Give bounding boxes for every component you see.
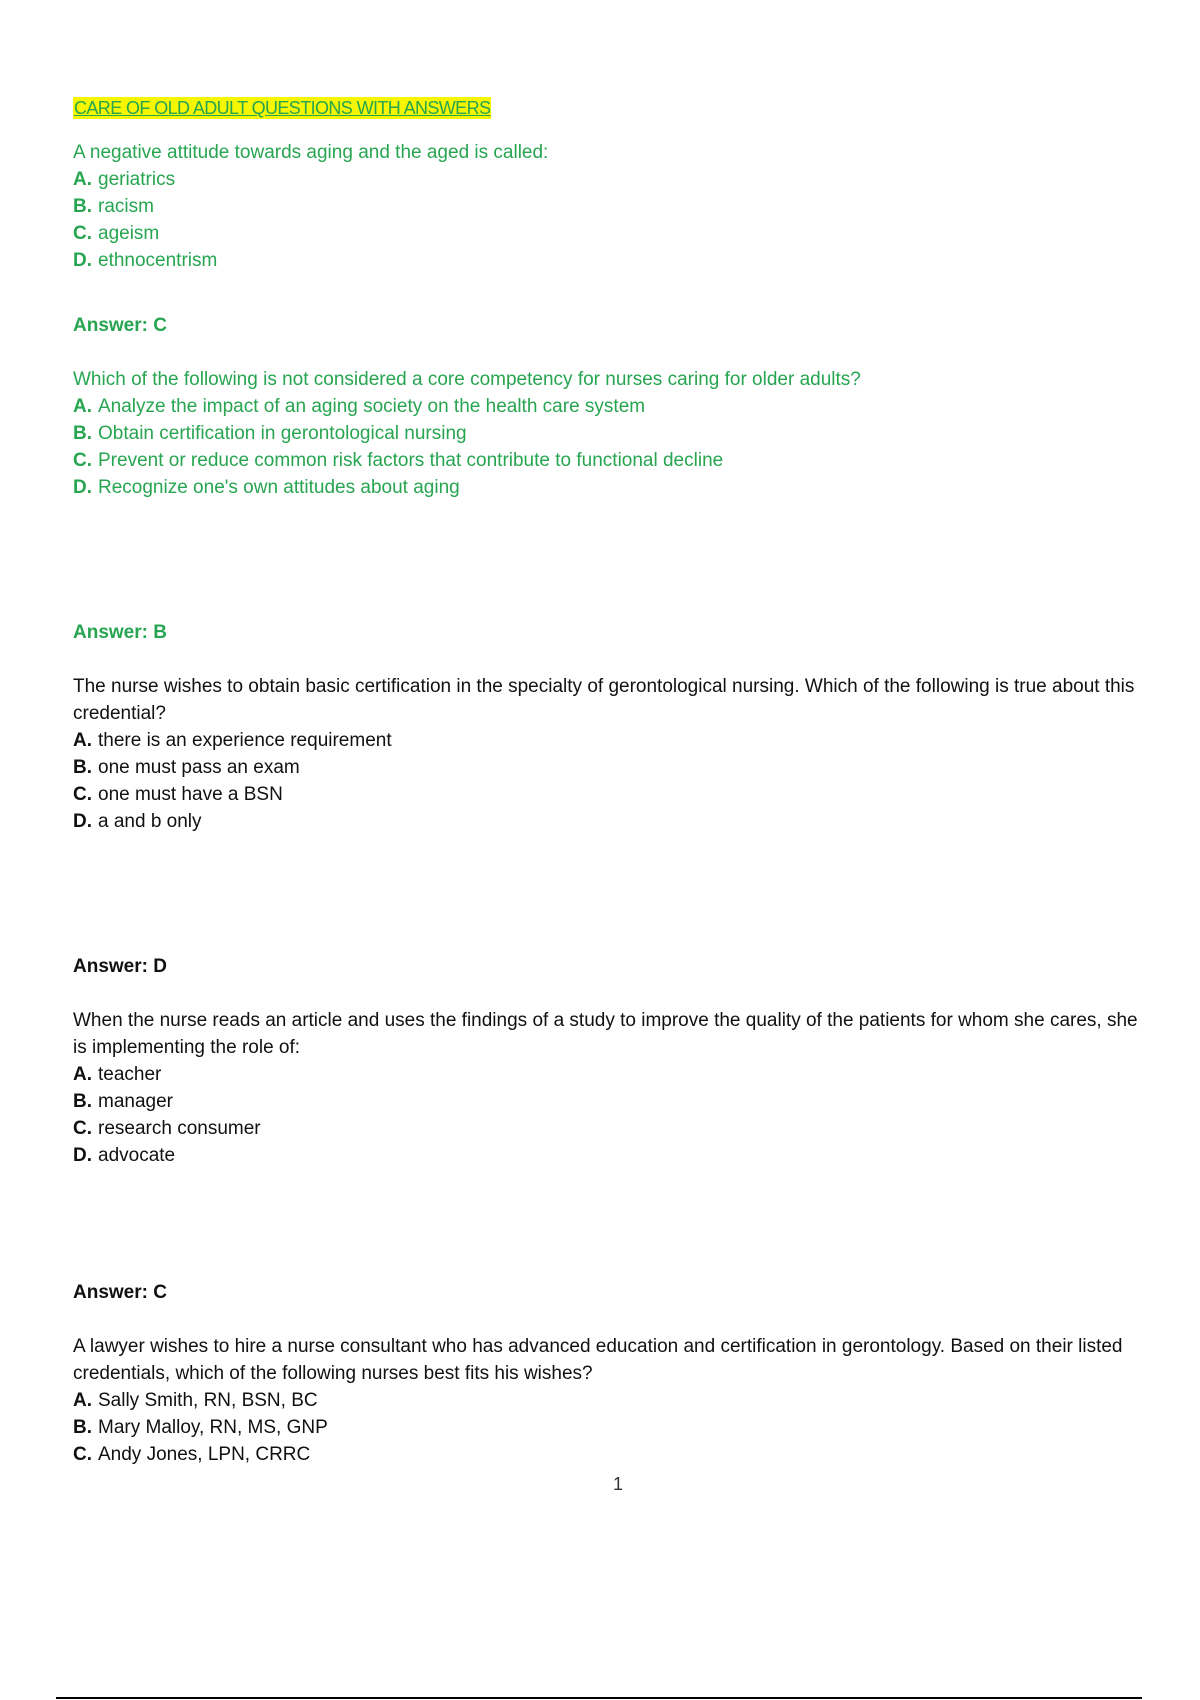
- question-text: A lawyer wishes to hire a nurse consultant who has advanced education and certification in gerontology. Based on their listed credentials, which of the following nurses best fits his wishes?: [73, 1336, 1123, 1384]
- answer-label: Answer: C: [73, 1282, 167, 1303]
- option-letter: D.: [73, 250, 92, 271]
- option-text: racism: [98, 196, 154, 217]
- option-text: Mary Malloy, RN, MS, GNP: [98, 1417, 328, 1438]
- option-text: one must pass an exam: [98, 757, 300, 778]
- option-d: [73, 808, 1153, 835]
- option-c: [73, 1115, 1153, 1142]
- option-text: Recognize one's own attitudes about aging: [98, 477, 460, 498]
- option-c: [73, 781, 1153, 808]
- option-a: [73, 166, 1153, 193]
- option-text: geriatrics: [98, 169, 176, 190]
- option-text: Sally Smith, RN, BSN, BC: [98, 1390, 318, 1411]
- option-letter: A.: [73, 730, 92, 751]
- question-block-3: [73, 673, 1153, 980]
- option-letter: C.: [73, 450, 92, 471]
- page-number: 1: [612, 1474, 623, 1494]
- option-text: teacher: [98, 1064, 162, 1085]
- option-text: one must have a BSN: [98, 784, 283, 805]
- document-title: CARE OF OLD ADULT QUESTIONS WITH ANSWERS: [74, 98, 491, 118]
- option-text: Obtain certification in gerontological nursing: [98, 423, 467, 444]
- option-text: there is an experience requirement: [98, 730, 392, 751]
- option-b: [73, 754, 1153, 781]
- option-letter: B.: [73, 1417, 92, 1438]
- option-c: [73, 447, 1153, 474]
- option-b: [73, 193, 1153, 220]
- option-letter: C.: [73, 1118, 92, 1139]
- option-letter: B.: [73, 757, 92, 778]
- question-block-5: [73, 1333, 1153, 1468]
- option-b: [73, 420, 1153, 447]
- option-d: [73, 474, 1153, 501]
- question-block-4: [73, 1007, 1153, 1306]
- answer-label: Answer: C: [73, 315, 167, 336]
- question-block-1: [73, 139, 1153, 339]
- option-a: [73, 727, 1153, 754]
- option-b: [73, 1414, 1153, 1441]
- option-letter: B.: [73, 1091, 92, 1112]
- option-c: [73, 220, 1153, 247]
- option-b: [73, 1088, 1153, 1115]
- option-letter: A.: [73, 1390, 92, 1411]
- option-letter: C.: [73, 1444, 92, 1465]
- option-letter: A.: [73, 169, 92, 190]
- document-body: [73, 96, 1153, 1468]
- option-text: Analyze the impact of an aging society on the health care system: [98, 396, 646, 417]
- option-text: Prevent or reduce common risk factors that contribute to functional decline: [98, 450, 724, 471]
- option-letter: A.: [73, 396, 92, 417]
- option-text: ethnocentrism: [98, 250, 218, 271]
- option-letter: D.: [73, 811, 92, 832]
- question-text: Which of the following is not considered a core competency for nurses caring for older adults?: [73, 369, 861, 390]
- option-letter: C.: [73, 784, 92, 805]
- question-text: A negative attitude towards aging and the aged is called:: [73, 142, 549, 163]
- option-a: [73, 1387, 1153, 1414]
- option-c: [73, 1441, 1153, 1468]
- option-d: [73, 1142, 1153, 1169]
- option-d: [73, 247, 1153, 274]
- option-letter: B.: [73, 423, 92, 444]
- option-text: Andy Jones, LPN, CRRC: [98, 1444, 311, 1465]
- question-text: The nurse wishes to obtain basic certification in the specialty of gerontological nursing. Which of the following is true about this credential?: [73, 676, 1135, 724]
- document-title-line: [73, 96, 1153, 121]
- answer-label: Answer: D: [73, 956, 167, 977]
- option-a: [73, 1061, 1153, 1088]
- option-text: manager: [98, 1091, 173, 1112]
- option-a: [73, 393, 1153, 420]
- option-letter: D.: [73, 477, 92, 498]
- option-letter: C.: [73, 223, 92, 244]
- option-letter: A.: [73, 1064, 92, 1085]
- option-text: a and b only: [98, 811, 202, 832]
- option-text: advocate: [98, 1145, 176, 1166]
- option-text: research consumer: [98, 1118, 261, 1139]
- question-text: When the nurse reads an article and uses the findings of a study to improve the quality of the patients for whom she cares, she is implementing the role of:: [73, 1010, 1138, 1058]
- option-letter: B.: [73, 196, 92, 217]
- option-text: ageism: [98, 223, 160, 244]
- answer-label: Answer: B: [73, 622, 167, 643]
- page-bottom-divider: [56, 1697, 1142, 1699]
- question-block-2: [73, 366, 1153, 646]
- option-letter: D.: [73, 1145, 92, 1166]
